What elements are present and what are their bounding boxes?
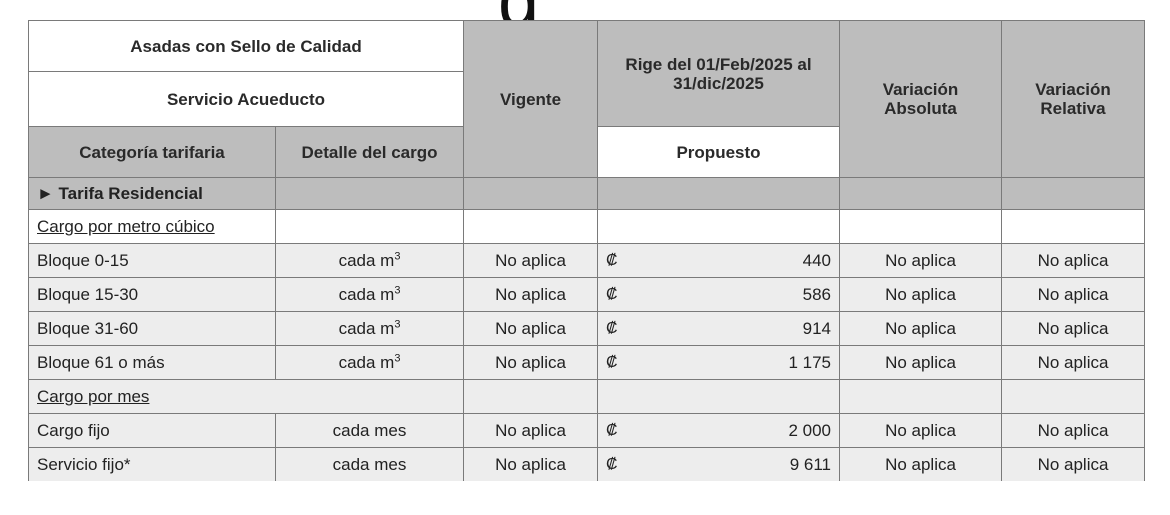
cell-var-abs: No aplica — [840, 346, 1002, 380]
cell-categoria: Bloque 61 o más — [29, 346, 276, 380]
cell-propuesto: ₡ 1 175 — [598, 346, 840, 380]
cell-vigente: No aplica — [464, 278, 598, 312]
empty-cell — [1002, 380, 1145, 414]
cell-categoria: Bloque 31-60 — [29, 312, 276, 346]
empty-cell — [464, 380, 598, 414]
cell-propuesto: ₡ 2 000 — [598, 414, 840, 448]
section-row-metro-cubico — [29, 210, 1145, 244]
cell-detalle: cada mes — [276, 448, 464, 482]
empty-cell — [840, 210, 1002, 244]
cell-detalle: cada $m^3$ — [276, 312, 464, 346]
cell-var-rel: No aplica — [1002, 312, 1145, 346]
cell-var-abs: No aplica — [840, 414, 1002, 448]
cell-propuesto: ₡ 9 611 — [598, 448, 840, 482]
table-row — [29, 312, 1145, 346]
header-variacion-absoluta: Variación Absoluta — [840, 21, 1002, 178]
cell-propuesto: ₡ 914 — [598, 312, 840, 346]
table-row — [29, 278, 1145, 312]
cell-vigente: No aplica — [464, 346, 598, 380]
section-row-residencial — [29, 178, 1145, 210]
cell-propuesto: ₡ 440 — [598, 244, 840, 278]
cell-var-rel: No aplica — [1002, 414, 1145, 448]
cell-var-abs: No aplica — [840, 448, 1002, 482]
table-row — [29, 244, 1145, 278]
header-asadas: Asadas con Sello de Calidad — [29, 21, 464, 72]
cell-detalle: cada $m^3$ — [276, 278, 464, 312]
empty-cell — [464, 178, 598, 210]
colon-currency-icon: ₡ — [606, 251, 618, 269]
empty-cell — [1002, 178, 1145, 210]
cell-vigente: No aplica — [464, 244, 598, 278]
section-row-mes — [29, 380, 1145, 414]
header-detalle: Detalle del cargo — [276, 127, 464, 178]
table-row — [29, 448, 1145, 482]
empty-cell — [840, 178, 1002, 210]
cell-var-rel: No aplica — [1002, 244, 1145, 278]
empty-cell — [598, 380, 840, 414]
tariff-table — [28, 20, 1145, 481]
section-tarifa-residencial: ► Tarifa Residencial — [29, 178, 276, 210]
cell-detalle: cada mes — [276, 414, 464, 448]
cell-vigente: No aplica — [464, 448, 598, 482]
cell-categoria: Bloque 15-30 — [29, 278, 276, 312]
colon-currency-icon: ₡ — [606, 353, 618, 371]
colon-currency-icon: ₡ — [606, 421, 618, 439]
table-row — [29, 346, 1145, 380]
colon-currency-icon: ₡ — [606, 285, 618, 303]
colon-currency-icon: ₡ — [606, 455, 618, 473]
colon-currency-icon: ₡ — [606, 319, 618, 337]
cell-detalle: cada $m^3$ — [276, 346, 464, 380]
header-categoria: Categoría tarifaria — [29, 127, 276, 178]
empty-cell — [598, 210, 840, 244]
header-row-1 — [29, 21, 1145, 72]
cell-categoria: Servicio fijo* — [29, 448, 276, 482]
header-variacion-relativa: Variación Relativa — [1002, 21, 1145, 178]
cell-categoria: Bloque 0-15 — [29, 244, 276, 278]
cell-var-rel: No aplica — [1002, 346, 1145, 380]
header-servicio: Servicio Acueducto — [29, 72, 464, 127]
empty-cell — [1002, 210, 1145, 244]
empty-cell — [840, 380, 1002, 414]
table-row — [29, 414, 1145, 448]
cell-vigente: No aplica — [464, 414, 598, 448]
section-cargo-metro-cubico: Cargo por metro cúbico — [29, 210, 276, 244]
cell-var-rel: No aplica — [1002, 278, 1145, 312]
empty-cell — [276, 210, 464, 244]
cell-vigente: No aplica — [464, 312, 598, 346]
header-vigente: Vigente — [464, 21, 598, 178]
cell-var-abs: No aplica — [840, 312, 1002, 346]
header-rige: Rige del 01/Feb/2025 al 31/dic/2025 — [598, 21, 840, 127]
header-propuesto: Propuesto — [598, 127, 840, 178]
cell-categoria: Cargo fijo — [29, 414, 276, 448]
cell-detalle: cada $m^3$ — [276, 244, 464, 278]
cell-propuesto: ₡ 586 — [598, 278, 840, 312]
empty-cell — [276, 178, 464, 210]
cell-var-rel: No aplica — [1002, 448, 1145, 482]
section-cargo-mes: Cargo por mes — [29, 380, 464, 414]
cell-var-abs: No aplica — [840, 278, 1002, 312]
cell-var-abs: No aplica — [840, 244, 1002, 278]
empty-cell — [598, 178, 840, 210]
empty-cell — [464, 210, 598, 244]
